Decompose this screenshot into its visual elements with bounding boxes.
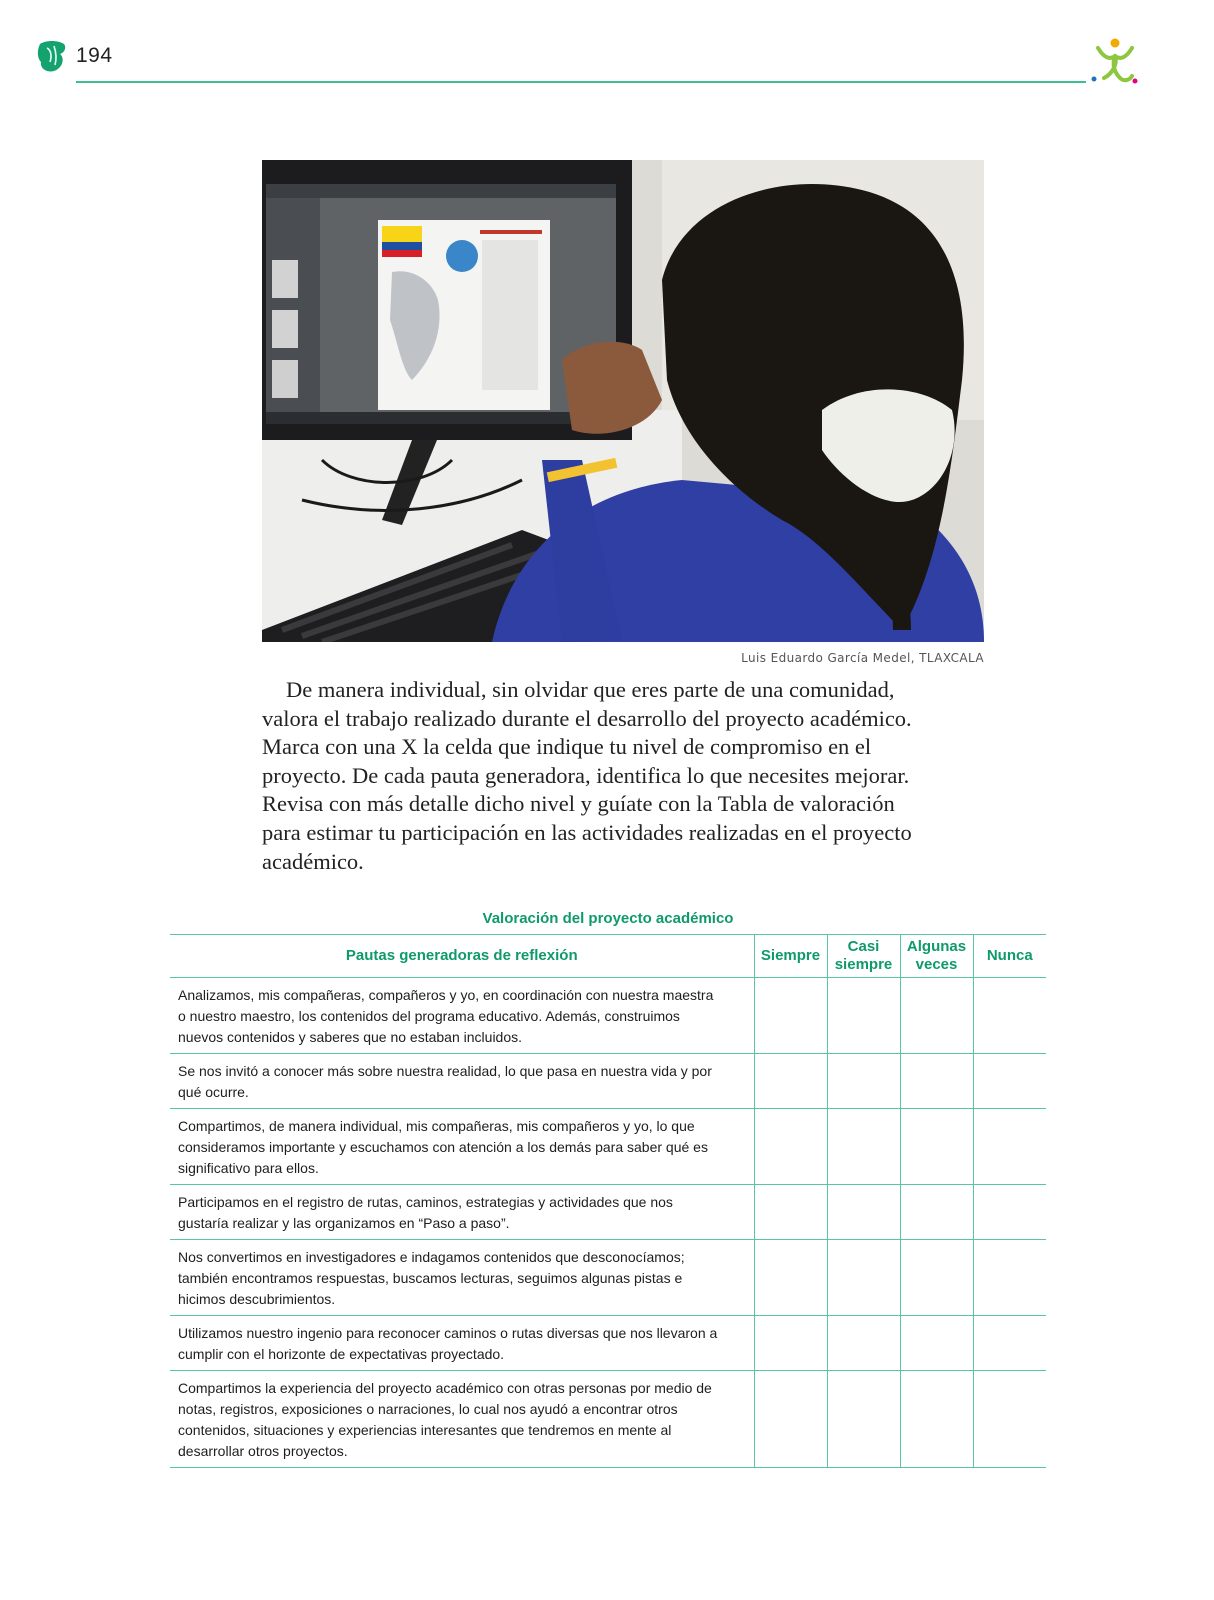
algunas-veces-cell[interactable] (900, 1371, 973, 1468)
algunas-veces-cell[interactable] (900, 1240, 973, 1316)
nunca-cell[interactable] (973, 1185, 1046, 1240)
table-row (170, 1109, 1046, 1185)
instructions-paragraph: De manera individual, sin olvidar que eres parte de una comunidad, valora el trabajo realizado durante el desarrollo del proyecto académico. Marca con una X la celda que indique tu nivel de compromiso en el proyecto. De cada pauta generadora, identifica lo que necesites mejorar. Revisa con más detalle dicho nivel y guíate con la Tabla de valoración para estimar tu participación en las actividades realizadas en el proyecto académico. (262, 677, 912, 874)
table-row (170, 1054, 1046, 1109)
nunca-cell[interactable] (973, 1054, 1046, 1109)
table-row (170, 1185, 1046, 1240)
algunas-veces-cell[interactable] (900, 1316, 973, 1371)
column-header-siempre: Siempre (754, 935, 827, 978)
casi-siempre-cell[interactable] (827, 1371, 900, 1468)
nunca-cell[interactable] (973, 1316, 1046, 1371)
pauta-text: Se nos invitó a conocer más sobre nuestra realidad, lo que pasa en nuestra vida y por qué ocurre. (170, 1054, 754, 1109)
nunca-cell[interactable] (973, 978, 1046, 1054)
valoracion-table (170, 934, 1046, 1468)
pauta-text: Participamos en el registro de rutas, caminos, estrategias y actividades que nos gustaría realizar y las organizamos en “Paso a paso”. (170, 1185, 754, 1240)
table-header-row (170, 935, 1046, 978)
pauta-text: Utilizamos nuestro ingenio para reconocer caminos o rutas diversas que nos llevaron a cumplir con el horizonte de expectativas proyectado. (170, 1316, 754, 1371)
casi-siempre-cell[interactable] (827, 1316, 900, 1371)
casi-siempre-cell[interactable] (827, 978, 900, 1054)
header-rule (76, 81, 1086, 83)
table-row (170, 1316, 1046, 1371)
algunas-veces-cell[interactable] (900, 1185, 973, 1240)
column-header-algunas-veces: Algunas veces (900, 935, 973, 978)
pauta-text: Compartimos, de manera individual, mis compañeras, mis compañeros y yo, lo que consideramos importante y escuchamos con atención a los demás para saber qué es significativo para ellos. (170, 1109, 754, 1185)
table-row (170, 1371, 1046, 1468)
nunca-cell[interactable] (973, 1371, 1046, 1468)
student-computer-photo (262, 160, 984, 642)
column-header-nunca: Nunca (973, 935, 1046, 978)
pauta-text: Nos convertimos en investigadores e indagamos contenidos que desconocíamos; también encontramos respuestas, buscamos lecturas, seguimos algunas pistas e hicimos descubrimientos. (170, 1240, 754, 1316)
siempre-cell[interactable] (754, 1316, 827, 1371)
pauta-text: Analizamos, mis compañeras, compañeros y yo, en coordinación con nuestra maestra o nuestro maestro, los contenidos del programa educativo. Además, construimos nuevos contenidos y saberes que no estaban incluidos. (170, 978, 754, 1054)
siempre-cell[interactable] (754, 1054, 827, 1109)
casi-siempre-cell[interactable] (827, 1185, 900, 1240)
siempre-cell[interactable] (754, 1109, 827, 1185)
algunas-veces-cell[interactable] (900, 978, 973, 1054)
column-header-casi-siempre: Casi siempre (827, 935, 900, 978)
nunca-cell[interactable] (973, 1109, 1046, 1185)
photo-credit: Luis Eduardo García Medel, TLAXCALA (741, 651, 984, 665)
table-row (170, 1240, 1046, 1316)
siempre-cell[interactable] (754, 978, 827, 1054)
siempre-cell[interactable] (754, 1185, 827, 1240)
siempre-cell[interactable] (754, 1371, 827, 1468)
page-number: 194 (76, 44, 113, 67)
casi-siempre-cell[interactable] (827, 1054, 900, 1109)
casi-siempre-cell[interactable] (827, 1240, 900, 1316)
siempre-cell[interactable] (754, 1240, 827, 1316)
algunas-veces-cell[interactable] (900, 1109, 973, 1185)
colorful-figure-logo-icon (1090, 34, 1140, 86)
green-leaf-logo-icon (36, 38, 68, 74)
table-title: Valoración del proyecto académico (482, 910, 734, 927)
table-row (170, 978, 1046, 1054)
casi-siempre-cell[interactable] (827, 1109, 900, 1185)
algunas-veces-cell[interactable] (900, 1054, 973, 1109)
column-header-pautas: Pautas generadoras de reflexión (170, 935, 754, 978)
pauta-text: Compartimos la experiencia del proyecto académico con otras personas por medio de notas, registros, exposiciones o narraciones, lo cual nos ayudó a encontrar otros contenidos, situaciones y experiencias interesantes que tendremos en mente al desarrollar otros proyectos. (170, 1371, 754, 1468)
nunca-cell[interactable] (973, 1240, 1046, 1316)
